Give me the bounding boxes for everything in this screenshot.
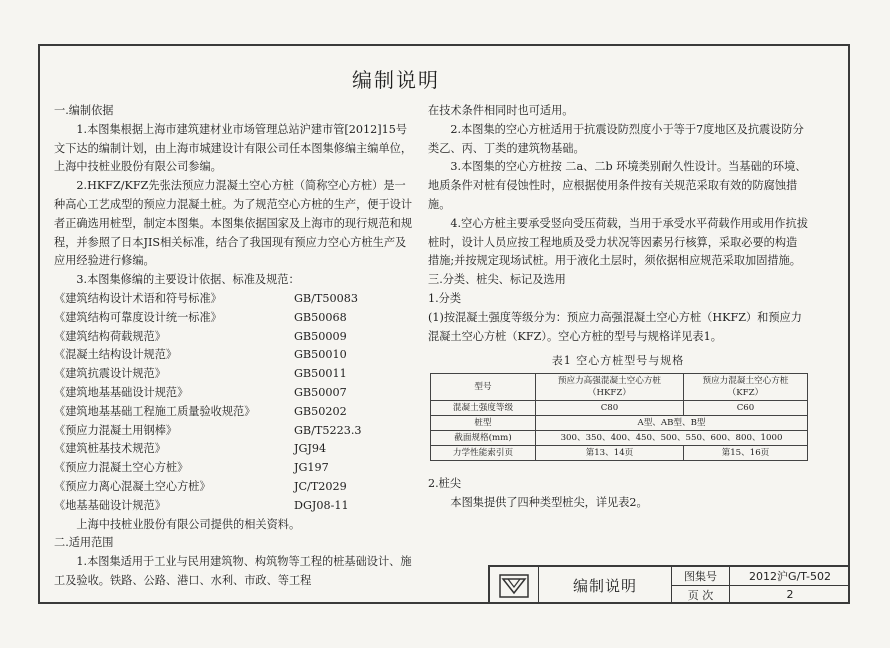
- basis-paragraph-1: 1.本图集根据上海市建筑建材业市场管理总站沪建市管[2012]15号文下达的编制计划，由上海市城建设计有限公司任本图集修编主编单位，上海中技桩业股份有限公司参编。: [54, 122, 413, 174]
- standard-item: [54, 440, 414, 459]
- table-row: [431, 401, 808, 416]
- standard-code: GB50011: [294, 367, 347, 381]
- pile-tip-subheading: 2.桩尖: [428, 477, 462, 491]
- title-block: [488, 565, 850, 604]
- standard-item: [54, 422, 414, 441]
- standard-name: 《建筑地基基础工程施工质量验收规范》: [54, 404, 256, 418]
- basis-paragraph-4: 上海中技桩业股份有限公司提供的相关资料。: [76, 517, 301, 531]
- scope-paragraph-1: 1.本图集适用于工业与民用建筑物、构筑物等工程的桩基础设计、施工及验收。铁路、公路、港口、水利、市政、等工程: [54, 555, 412, 587]
- standard-item: [54, 346, 414, 365]
- table-cell-label: 混凝土强度等级: [431, 401, 536, 416]
- table-header-type: 型号: [431, 374, 536, 401]
- table-row: [431, 446, 808, 461]
- atlas-number-label: 图集号: [672, 567, 730, 586]
- standard-code: GB50009: [294, 329, 347, 343]
- standard-code: GB50202: [294, 404, 347, 418]
- page-number-label: 页 次: [672, 586, 730, 605]
- table-row: [431, 374, 808, 401]
- standard-name: 《建筑结构设计术语和符号标准》: [54, 291, 222, 305]
- standard-item: [54, 365, 414, 384]
- standards-list: [54, 290, 414, 516]
- pile-spec-table: [430, 373, 808, 461]
- standard-item: [54, 403, 414, 422]
- standard-item: [54, 384, 414, 403]
- standard-name: 《预应力混凝土空心方桩》: [54, 461, 189, 475]
- basis-paragraph-2: 2.HKFZ/KFZ先张法预应力混凝土空心方桩（简称空心方桩）是一种高心工艺成型的预应力混凝土桩。为了规范空心方桩的生产，便于设计者正确选用桩型，制定本图集。本图集依据国家及上海市的现行规范和规程，并参照了日本JIS相关标准，结合了我国现有预应力空心方桩生产及应用经验进行修编。: [54, 179, 413, 268]
- standard-name: 《地基基础设计规范》: [54, 498, 166, 512]
- pile-tip-paragraph: 本图集提供了四种类型桩尖，详见表2。: [450, 495, 648, 509]
- title-block-title: 编制说明: [539, 567, 672, 604]
- standard-name: 《混凝土结构设计规范》: [54, 348, 178, 362]
- table-cell: 第15、16页: [683, 446, 807, 461]
- page-title: 编制说明: [352, 68, 440, 92]
- atlas-number-value: 2012沪G/T-502: [730, 567, 850, 586]
- table-cell-label: 截面规格(mm): [431, 431, 536, 446]
- table-cell: C60: [683, 401, 807, 416]
- table-row: [431, 416, 808, 431]
- standard-item: [54, 290, 414, 309]
- publisher-logo-icon: [490, 567, 539, 604]
- scope-continued: 在技术条件相同时也可适用。: [428, 104, 574, 117]
- standard-code: JGJ94: [294, 442, 327, 456]
- section-1-heading: 一.编制依据: [54, 104, 114, 117]
- standard-code: GB50007: [294, 385, 347, 399]
- standard-name: 《预应力离心混凝土空心方桩》: [54, 479, 211, 493]
- section-3-heading: 三.分类、桩尖、标记及选用: [428, 273, 566, 287]
- table-cell: 第13、14页: [536, 446, 684, 461]
- standard-item: [54, 459, 414, 478]
- table-cell-label: 桩型: [431, 416, 536, 431]
- left-column: [54, 102, 414, 591]
- standard-name: 《建筑地基基础设计规范》: [54, 385, 189, 399]
- table-cell: C80: [536, 401, 684, 416]
- basis-paragraph-3: 3.本图集修编的主要设计依据、标准及规范：: [76, 273, 300, 287]
- right-column: [428, 102, 808, 513]
- table-header-kfz: 预应力混凝土空心方桩（KFZ）: [683, 374, 807, 401]
- standard-code: JC/T2029: [294, 479, 347, 493]
- title-block-grid: [672, 567, 850, 604]
- page-number-value: 2: [786, 588, 794, 602]
- standard-item: [54, 478, 414, 497]
- standard-code: JG197: [294, 461, 329, 475]
- scope-paragraph-3: 3.本图集的空心方桩按 二a、二b 环境类别耐久性设计。当基础的环境、地质条件对桩有侵蚀性时，应根据使用条件按有关规范采取有效的防腐蚀措施。: [428, 160, 807, 211]
- standard-code: GB/T50083: [294, 291, 358, 305]
- standard-code: DGJ08-11: [294, 498, 349, 512]
- table-cell: A型、AB型、B型: [536, 416, 808, 431]
- classification-paragraph: (1)按混凝土强度等级分为：预应力高强混凝土空心方桩（HKFZ）和预应力混凝土空心方桩（KFZ）。空心方桩的型号与规格详见表1。: [428, 310, 802, 343]
- standard-item: [54, 309, 414, 328]
- table-row: [431, 431, 808, 446]
- standard-code: GB/T5223.3: [294, 423, 362, 437]
- standard-name: 《建筑结构荷载规范》: [54, 329, 166, 343]
- standard-item: [54, 328, 414, 347]
- standard-name: 《建筑抗震设计规范》: [54, 367, 166, 381]
- classification-subheading: 1.分类: [428, 291, 462, 305]
- table-header-hkfz: 预应力高强混凝土空心方桩（HKFZ）: [536, 374, 684, 401]
- standard-name: 《建筑结构可靠度设计统一标准》: [54, 310, 222, 324]
- scope-paragraph-4: 4.空心方桩主要承受竖向受压荷载，当用于承受水平荷载作用或用作抗拔桩时，设计人员应按工程地质及受力状况等因素另行核算，采取必要的构造措施;并按规定现场试桩。用于液化土层时，须依据相应规范采取加固措施。: [428, 216, 808, 268]
- standard-name: 《预应力混凝土用钢棒》: [54, 423, 178, 437]
- standard-name: 《建筑桩基技术规范》: [54, 442, 166, 456]
- table-cell-label: 力学性能索引页: [431, 446, 536, 461]
- section-2-heading: 二.适用范围: [54, 536, 114, 550]
- standard-code: GB50068: [294, 310, 347, 324]
- standard-item: [54, 497, 414, 516]
- table-cell: 300、350、400、450、500、550、600、800、1000: [536, 431, 808, 446]
- scope-paragraph-2: 2.本图集的空心方桩适用于抗震设防烈度小于等于7度地区及抗震设防分类乙、丙、丁类的建筑物基础。: [428, 122, 804, 155]
- table-1-caption: 表1 空心方桩型号与规格: [551, 354, 685, 368]
- standard-code: GB50010: [294, 348, 347, 362]
